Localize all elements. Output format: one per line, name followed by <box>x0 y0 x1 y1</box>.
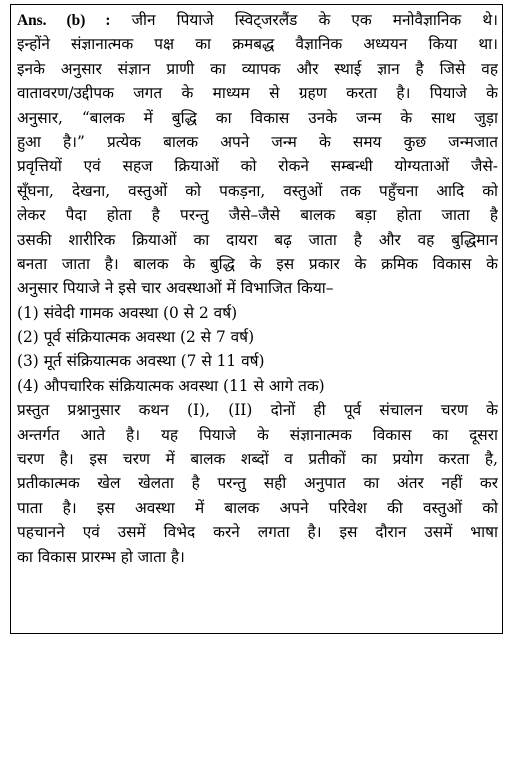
answer-line-text: जीन पियाजे स्विट्जरलैंड के एक मनोवैज्ञानिक थे। <box>110 11 498 29</box>
answer-line: लेकर पैदा होता है परन्तु जैसे–जैसे बालक बड़ा होता जाता है <box>17 206 498 225</box>
answer-line: पहचानने एवं उसमें विभेद करने लगता है। इस दौरान उसमें भाषा <box>17 523 498 542</box>
answer-line-1 <box>17 8 498 32</box>
answer-line: इन्होंने संज्ञानात्मक पक्ष का क्रमबद्ध वैज्ञानिक अध्ययन किया था। <box>17 35 498 54</box>
answer-line: हुआ है।” प्रत्येक बालक अपने जन्म के समय कुछ जन्मजात <box>17 132 498 151</box>
answer-label: Ans. (b) : <box>17 12 111 29</box>
answer-line: प्रवृत्तियों एवं सहज क्रियाओं को रोकने सम्बन्धी योग्यताओं जैसे- <box>17 157 498 176</box>
stage-item: (2) पूर्व संक्रियात्मक अवस्था (2 से 7 वर्ष) <box>17 328 255 347</box>
stage-item: (3) मूर्त संक्रियात्मक अवस्था (7 से 11 वर्ष) <box>17 352 265 371</box>
answer-line: अनुसार पियाजे ने इसे चार अवस्थाओं में विभाजित किया– <box>17 279 334 298</box>
answer-line: उसकी शारीरिक क्रियाओं का दायरा बढ़ जाता है और वह बुद्धिमान <box>17 230 498 249</box>
answer-line: चरण है। इस चरण में बालक शब्दों व प्रतीकों का प्रयोग करता है, <box>17 450 498 469</box>
stage-item: (1) संवेदी गामक अवस्था (0 से 2 वर्ष) <box>17 303 238 322</box>
answer-line: अनुसार, “बालक में बुद्धि का विकास उनके जन्म के साथ जुड़ा <box>17 108 498 127</box>
answer-box <box>10 4 503 634</box>
answer-line: प्रस्तुत प्रश्नानुसार कथन (I), (II) दोनों ही पूर्व संचालन चरण के <box>17 401 498 420</box>
answer-line: का विकास प्रारम्भ हो जाता है। <box>17 547 185 566</box>
answer-line: सूँघना, देखना, वस्तुओं को पकड़ना, वस्तुओं तक पहुँचना आदि को <box>17 181 498 200</box>
answer-line: अन्तर्गत आते है। यह पियाजे के संज्ञानात्मक विकास का दूसरा <box>17 425 498 444</box>
answer-line: पाता है। इस अवस्था में बालक अपने परिवेश की वस्तुओं को <box>17 498 498 517</box>
answer-line: इनके अनुसार संज्ञान प्राणी का व्यापक और स्थाई ज्ञान है जिसे वह <box>17 59 498 78</box>
stage-item: (4) औपचारिक संक्रियात्मक अवस्था (11 से आगे तक) <box>17 376 325 395</box>
answer-line: प्रतीकात्मक खेल खेलता है परन्तु सही अनुपात का अंतर नहीं कर <box>17 474 498 493</box>
answer-line: बनता जाता है। बालक के बुद्धि के इस प्रकार के क्रमिक विकास के <box>17 254 498 273</box>
answer-line: वातावरण/उद्दीपक जगत के माध्यम से ग्रहण करता है। पियाजे के <box>17 84 498 103</box>
